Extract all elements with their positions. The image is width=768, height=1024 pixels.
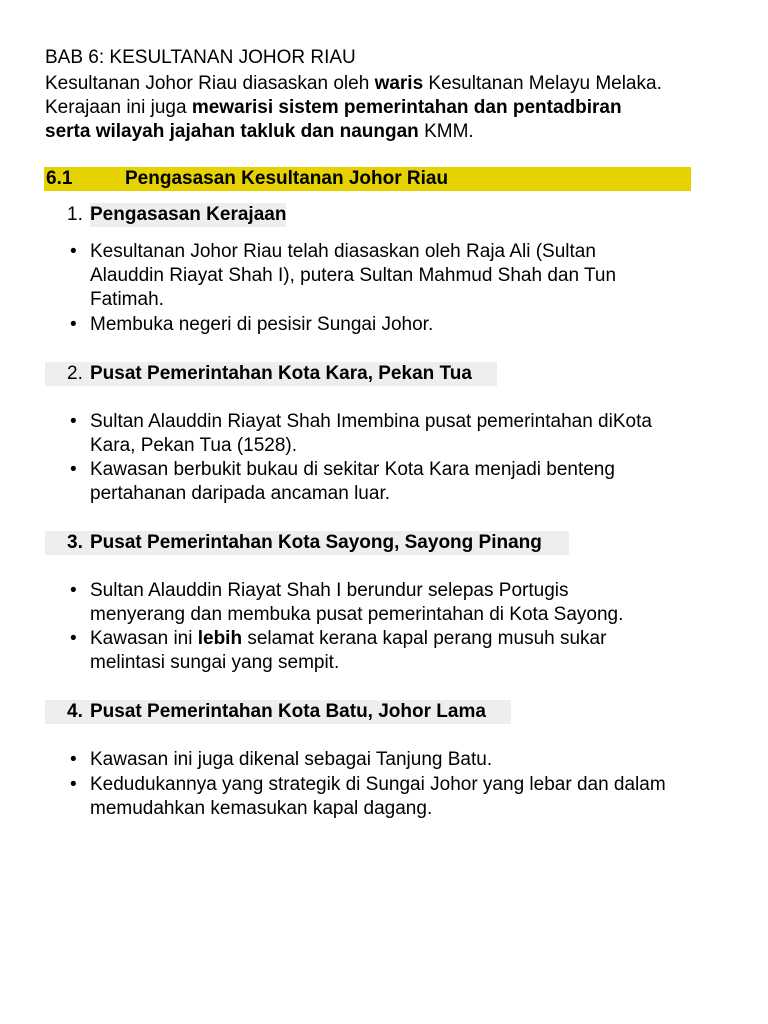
bullet-icon: • bbox=[70, 459, 77, 480]
intro-text: Kerajaan ini juga bbox=[45, 97, 192, 118]
section-title: Pengasasan Kesultanan Johor Riau bbox=[125, 168, 449, 189]
bullet-icon: • bbox=[70, 580, 77, 601]
bullet-text: Kawasan ini juga dikenal sebagai Tanjung Batu. bbox=[90, 749, 493, 770]
subsection-heading-4 bbox=[45, 700, 511, 724]
bullet-icon: • bbox=[70, 314, 77, 335]
subsection-title: Pusat Pemerintahan Kota Batu, Johor Lama bbox=[90, 701, 486, 722]
bullet-text: Kesultanan Johor Riau telah diasaskan oleh Raja Ali (Sultan bbox=[90, 241, 596, 262]
document-title: BAB 6: KESULTANAN JOHOR RIAU bbox=[45, 47, 356, 68]
bullet-icon: • bbox=[70, 411, 77, 432]
bullet-text bbox=[90, 627, 606, 651]
bullet-text: Membuka negeri di pesisir Sungai Johor. bbox=[90, 314, 434, 335]
intro-text: Kesultanan Melayu Melaka. bbox=[423, 73, 662, 94]
bullet-text: Sultan Alauddin Riayat Shah I berundur selepas Portugis bbox=[90, 580, 569, 601]
bullet-icon: • bbox=[70, 749, 77, 770]
bullet-icon: • bbox=[70, 774, 77, 795]
bullet-text: pertahanan daripada ancaman luar. bbox=[90, 483, 391, 504]
bullet-text: Sultan Alauddin Riayat Shah Imembina pusat pemerintahan diKota bbox=[90, 411, 652, 432]
bullet-text-part: Kawasan ini bbox=[90, 628, 198, 649]
section-number: 6.1 bbox=[46, 168, 73, 189]
subsection-heading-3 bbox=[45, 531, 569, 555]
subsection-title: Pusat Pemerintahan Kota Kara, Pekan Tua bbox=[90, 363, 472, 384]
bullet-text: Fatimah. bbox=[90, 289, 164, 310]
subsection-heading-1 bbox=[45, 203, 301, 227]
subsection-title: Pusat Pemerintahan Kota Sayong, Sayong Pinang bbox=[90, 532, 542, 553]
subsection-number: 3. bbox=[67, 532, 83, 553]
bullet-text: menyerang dan membuka pusat pemerintahan di Kota Sayong. bbox=[90, 604, 624, 625]
bullet-text-part: selamat kerana kapal perang musuh sukar bbox=[242, 628, 607, 649]
subsection-number: 2. bbox=[67, 363, 83, 384]
bullet-text: Alauddin Riayat Shah I), putera Sultan Mahmud Shah dan Tun bbox=[90, 265, 617, 286]
bullet-bold-text: lebih bbox=[197, 628, 243, 649]
subsection-title: Pengasasan Kerajaan bbox=[90, 204, 287, 225]
intro-line-1 bbox=[45, 72, 662, 96]
bullet-text: Kawasan berbukit bukau di sekitar Kota Kara menjadi benteng bbox=[90, 459, 615, 480]
subsection-number: 4. bbox=[67, 701, 83, 722]
bullet-text: memudahkan kemasukan kapal dagang. bbox=[90, 798, 433, 819]
bullet-text: Kara, Pekan Tua (1528). bbox=[90, 435, 298, 456]
intro-bold-text: waris bbox=[374, 73, 424, 94]
subsection-number: 1. bbox=[67, 204, 83, 225]
intro-line-3 bbox=[45, 120, 474, 144]
bullet-icon: • bbox=[70, 241, 77, 262]
intro-bold-text: serta wilayah jajahan takluk dan naungan bbox=[45, 121, 419, 142]
bullet-icon: • bbox=[70, 628, 77, 649]
subsection-heading-2 bbox=[45, 362, 497, 386]
bullet-text: melintasi sungai yang sempit. bbox=[90, 652, 340, 673]
intro-text: KMM. bbox=[418, 121, 474, 142]
intro-bold-text: mewarisi sistem pemerintahan dan pentadbiran bbox=[191, 97, 622, 118]
intro-line-2 bbox=[45, 96, 622, 120]
intro-text: Kesultanan Johor Riau diasaskan oleh bbox=[45, 73, 375, 94]
bullet-text: Kedudukannya yang strategik di Sungai Johor yang lebar dan dalam bbox=[90, 774, 666, 795]
